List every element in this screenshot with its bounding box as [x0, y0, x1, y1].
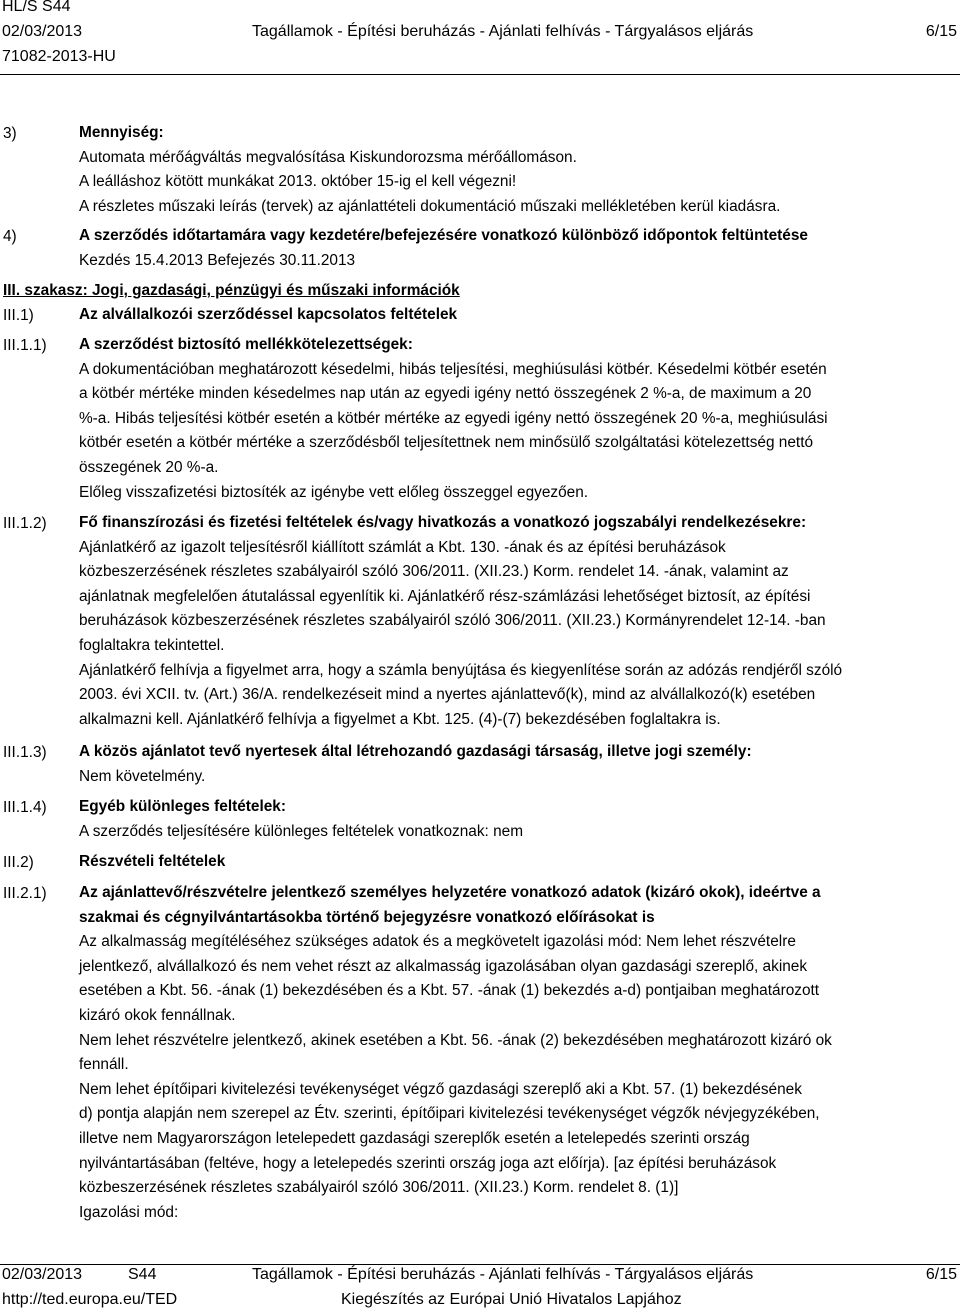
section-iii13	[79, 740, 959, 789]
header-date: 02/03/2013	[2, 23, 83, 40]
section-iii21-line: jelentkező, alvállalkozó és nem vehet részt az alkalmasság igazolásában olyan gazdasági szereplő, akinek	[79, 957, 808, 975]
section-number-3: 3)	[3, 125, 17, 142]
section-iii11-line: Előleg visszafizetési biztosíték az igénybe vett előleg összeggel egyezően.	[79, 483, 589, 501]
section-number-iii21: III.2.1)	[3, 885, 47, 902]
section-iii21	[79, 881, 959, 1225]
section-number-iii12: III.1.2)	[3, 515, 47, 532]
section-iii21-line: illetve nem Magyarországon letelepedett gazdasági szereplők esetén a letelepedés szerinti ország	[79, 1129, 750, 1147]
section-3-line: A részletes műszaki leírás (tervek) az ajánlattételi dokumentáció műszaki mellékletében kerül kiadásra.	[79, 197, 781, 215]
section-iii13-heading: A közös ajánlatot tevő nyertesek által létrehozandó gazdasági társaság, illetve jogi személy:	[79, 743, 752, 760]
section-iii12-line: közbeszerzésének részletes szabályairól szóló 306/2011. (XII.23.) Korm. rendelet 14. -ának, valamint az	[79, 563, 789, 581]
section-iii21-heading: Az ajánlattevő/részvételre jelentkező személyes helyzetére vonatkozó adatok (kizáró okok), ideértve a	[79, 884, 821, 901]
section-iii11-line: a kötbér mértéke minden késedelmes nap után az egyedi igény nettó összegének 2 %-a, de maximum a 20	[79, 385, 812, 403]
section-3-heading: Mennyiség:	[79, 124, 164, 141]
header-page: 6/15	[925, 23, 957, 40]
section-iii21-line: esetében a Kbt. 56. -ának (1) bekezdésében és a Kbt. 57. -ának (1) bekezdés a-d) pontjaiban meghatározott	[79, 982, 820, 1000]
section-iii21-line: Igazolási mód:	[79, 1203, 179, 1221]
section-number-4: 4)	[3, 228, 17, 245]
section-iii11	[79, 333, 959, 505]
section-iii12-line: alkalmazni kell. Ajánlatkérő felhívja a figyelmet a Kbt. 125. (4)-(7) bekezdésében foglaltakra is.	[79, 710, 721, 728]
section-number-iii11: III.1.1)	[3, 337, 47, 354]
section-iii12	[79, 511, 959, 732]
section-iii11-heading: A szerződést biztosító mellékkötelezettségek:	[79, 336, 413, 353]
section-number-iii14: III.1.4)	[3, 799, 47, 816]
section-3-line: A leálláshoz kötött munkákat 2013. október 15-ig el kell végezni!	[79, 173, 517, 191]
section-iii1-heading: Az alvállalkozói szerződéssel kapcsolatos feltételek	[79, 306, 458, 323]
section-iii21-line: Az alkalmasság megítéléséhez szükséges adatok és a megkövetelt igazolási mód: Nem lehet részvételre	[79, 933, 796, 951]
section-iii13-line: Nem követelmény.	[79, 767, 206, 785]
section-iii2-heading: Részvételi feltételek	[79, 853, 226, 870]
section-iii21-heading: szakmai és cégnyilvántartásokba történő bejegyzésre vonatkozó előírásokat is	[79, 908, 655, 926]
section-iii21-line: Nem lehet részvételre jelentkező, akinek esetében a Kbt. 56. -ának (2) bekezdésében meghatározott kizáró ok	[79, 1031, 832, 1049]
section-iii-title: III. szakasz: Jogi, gazdasági, pénzügyi és műszaki információk	[3, 282, 460, 299]
section-iii21-line: fennáll.	[79, 1056, 129, 1074]
footer-publisher: Kiegészítés az Európai Unió Hivatalos Lapjához	[341, 1291, 682, 1308]
footer-url[interactable]: http://ted.europa.eu/TED	[2, 1291, 178, 1308]
footer-page: 6/15	[925, 1266, 957, 1283]
ojs-number: 71082-2013-HU	[2, 48, 116, 65]
section-iii11-line: kötbér esetén a kötbér mértéke a szerződésből teljesítettnek nem minősülő szolgáltatási kötelezettség nettó	[79, 434, 814, 452]
section-iii12-line: beruházások közbeszerzésének részletes szabályairól szóló 306/2011. (XII.23.) Kormányrendelet 12-14. -ban	[79, 612, 826, 630]
header-rule	[0, 74, 960, 75]
section-iii12-line: foglaltakra tekintettel.	[79, 636, 225, 654]
section-3-line: Automata mérőágváltás megvalósítása Kiskundorozsma mérőállomáson.	[79, 148, 577, 166]
section-4-heading: A szerződés időtartamára vagy kezdetére/befejezésére vonatkozó különböző időpontok feltüntetése	[79, 227, 808, 244]
doc-code: HL/S S44	[2, 0, 71, 15]
footer-title: Tagállamok - Építési beruházás - Ajánlati felhívás - Tárgyalásos eljárás	[252, 1266, 754, 1283]
section-4-line: Kezdés 15.4.2013 Befejezés 30.11.2013	[79, 251, 356, 269]
header-title: Tagállamok - Építési beruházás - Ajánlati felhívás - Tárgyalásos eljárás	[252, 23, 754, 40]
section-iii21-line: d) pontja alapján nem szerepel az Étv. szerinti, építőipari kivitelezési tevékenységet végzők névjegyzékében,	[79, 1105, 820, 1123]
section-number-iii2: III.2)	[3, 854, 34, 871]
section-iii12-heading: Fő finanszírozási és fizetési feltételek és/vagy hivatkozás a vonatkozó jogszabályi rendelkezésekre:	[79, 514, 807, 531]
section-iii14-heading: Egyéb különleges feltételek:	[79, 798, 286, 815]
section-iii11-line: %-a. Hibás teljesítési kötbér esetén a kötbér mértéke az egyedi igény nettó összegének 20 %-a, meghiúsulási	[79, 409, 828, 427]
section-iii11-line: A dokumentációban meghatározott késedelmi, hibás teljesítési, meghiúsulási kötbér. Késedelmi kötbér esetén	[79, 360, 827, 378]
section-iii12-line: 2003. évi XCII. tv. (Art.) 36/A. rendelkezéseit mind a nyertes ajánlattevő(k), mind az alvállalkozó(k) esetében	[79, 686, 816, 704]
section-iii21-line: közbeszerzésének részletes szabályairól szóló 306/2011. (XII.23.) Korm. rendelet 8. (1)]	[79, 1179, 679, 1197]
section-number-iii1: III.1)	[3, 307, 34, 324]
section-iii12-line: Ajánlatkérő az igazolt teljesítésről kiállított számlát a Kbt. 130. -ának és az építési beruházások	[79, 538, 726, 556]
section-iii12-line: ajánlatnak megfelelően átutalással egyenlítik ki. Ajánlatkérő rész-számlázási lehetőséget biztosít, az építési	[79, 587, 811, 605]
footer-series: S44	[128, 1266, 157, 1283]
section-iii21-line: nyilvántartásában (feltéve, hogy a letelepedés szerinti ország joga azt előírja). [az építési beruházások	[79, 1154, 777, 1172]
section-iii11-line: összegének 20 %-a.	[79, 458, 219, 476]
section-iii21-line: kizáró okok fennállnak.	[79, 1006, 236, 1024]
section-number-iii13: III.1.3)	[3, 744, 47, 761]
section-3	[79, 121, 959, 219]
section-iii12-line: Ajánlatkérő felhívja a figyelmet arra, hogy a számla benyújtása és kiegyenlítése során az adózás rendjéről szóló	[79, 661, 843, 679]
section-iii21-line: Nem lehet építőipari kivitelezési tevékenységet végző gazdasági szereplő aki a Kbt. 57. (1) bekezdésének	[79, 1080, 802, 1098]
section-iii14	[79, 795, 959, 844]
section-4	[79, 224, 959, 273]
section-iii14-line: A szerződés teljesítésére különleges feltételek vonatkoznak: nem	[79, 822, 524, 840]
footer-date: 02/03/2013	[2, 1266, 83, 1283]
